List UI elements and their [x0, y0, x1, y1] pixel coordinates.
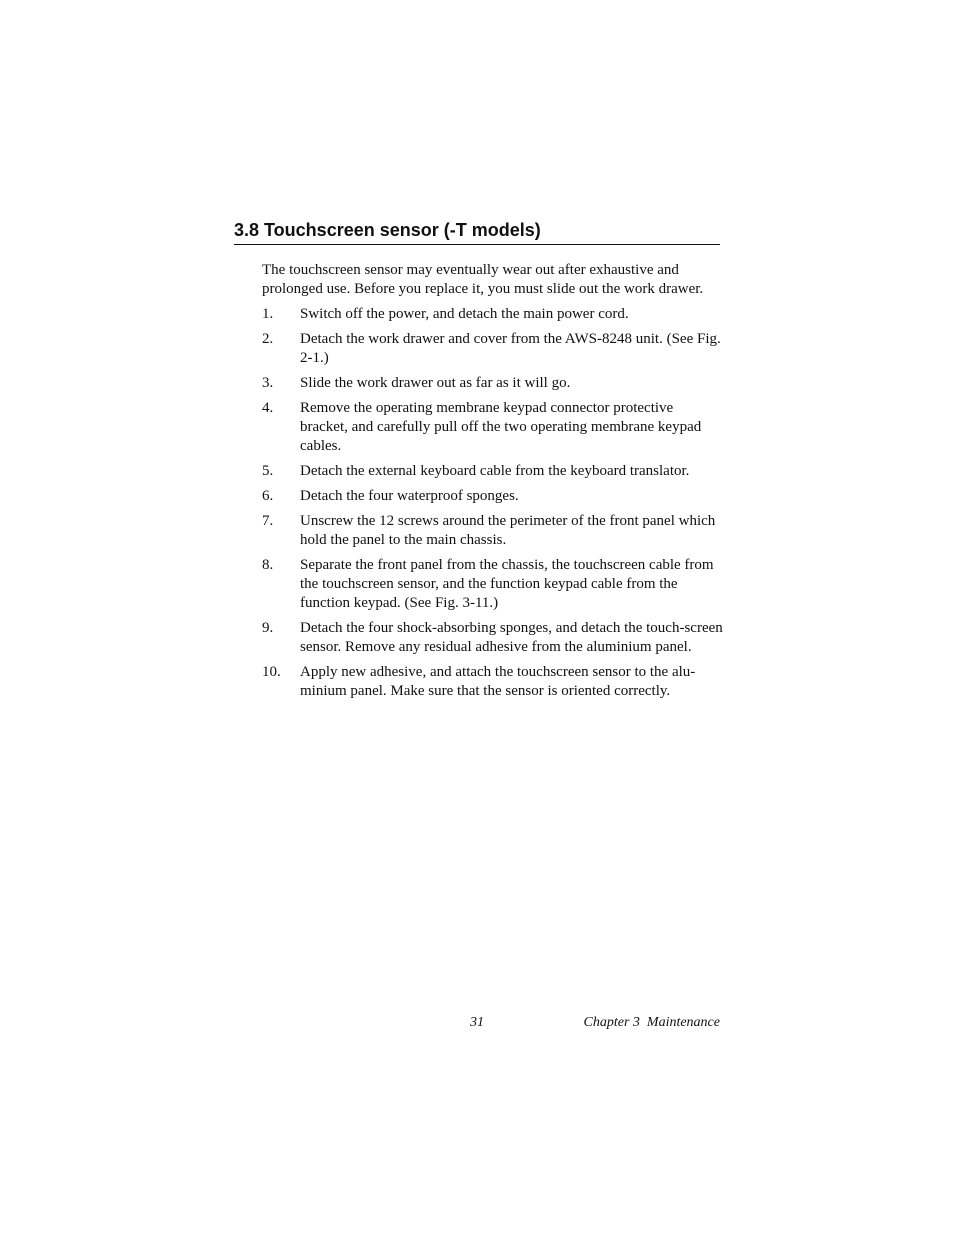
step-item: [262, 305, 724, 324]
step-item: [262, 374, 724, 393]
step-number: 6.: [262, 488, 274, 504]
step-text: Detach the work drawer and cover from the AWS-8248 unit. (See Fig. 2-1.): [300, 331, 721, 366]
step-text: Detach the four shock-absorbing sponges, and detach the touch-screen sensor. Remove any residual adhesive from the aluminium panel.: [300, 620, 723, 655]
page-number: 31: [470, 1015, 484, 1030]
procedure-steps: [262, 305, 724, 701]
step-number: 2.: [262, 331, 274, 347]
step-number: 8.: [262, 557, 274, 573]
step-item: [262, 619, 724, 657]
step-number: 10.: [262, 664, 281, 680]
step-number: 1.: [262, 306, 274, 322]
step-text: Slide the work drawer out as far as it will go.: [300, 375, 571, 391]
step-number: 7.: [262, 513, 274, 529]
step-item: [262, 462, 724, 481]
step-text: Detach the external keyboard cable from the keyboard translator.: [300, 463, 690, 479]
section-body: [262, 261, 724, 707]
step-item: [262, 512, 724, 550]
step-text: Apply new adhesive, and attach the touchscreen sensor to the alu-minium panel. Make sure that the sensor is oriented correctly.: [300, 664, 696, 699]
step-item: [262, 399, 724, 456]
step-text: Remove the operating membrane keypad connector protective bracket, and carefully pull off the two operating membrane keypad cables.: [300, 400, 702, 454]
step-text: Separate the front panel from the chassis, the touchscreen cable from the touchscreen sensor, and the function keypad cable from the function keypad. (See Fig. 3-11.): [300, 557, 714, 611]
step-number: 4.: [262, 400, 274, 416]
step-item: [262, 556, 724, 613]
intro-paragraph: The touchscreen sensor may eventually wear out after exhaustive and prolonged use. Before you replace it, you must slide out the work drawer.: [262, 262, 704, 297]
step-number: 3.: [262, 375, 274, 391]
step-text: Unscrew the 12 screws around the perimeter of the front panel which hold the panel to the main chassis.: [300, 513, 716, 548]
section-heading: 3.8 Touchscreen sensor (-T models): [234, 218, 720, 245]
step-item: [262, 487, 724, 506]
step-number: 5.: [262, 463, 274, 479]
running-footer-chapter: Chapter 3 Maintenance: [583, 1015, 720, 1030]
step-text: Detach the four waterproof sponges.: [300, 488, 519, 504]
step-item: [262, 663, 724, 701]
step-item: [262, 330, 724, 368]
step-number: 9.: [262, 620, 274, 636]
step-text: Switch off the power, and detach the main power cord.: [300, 306, 629, 322]
